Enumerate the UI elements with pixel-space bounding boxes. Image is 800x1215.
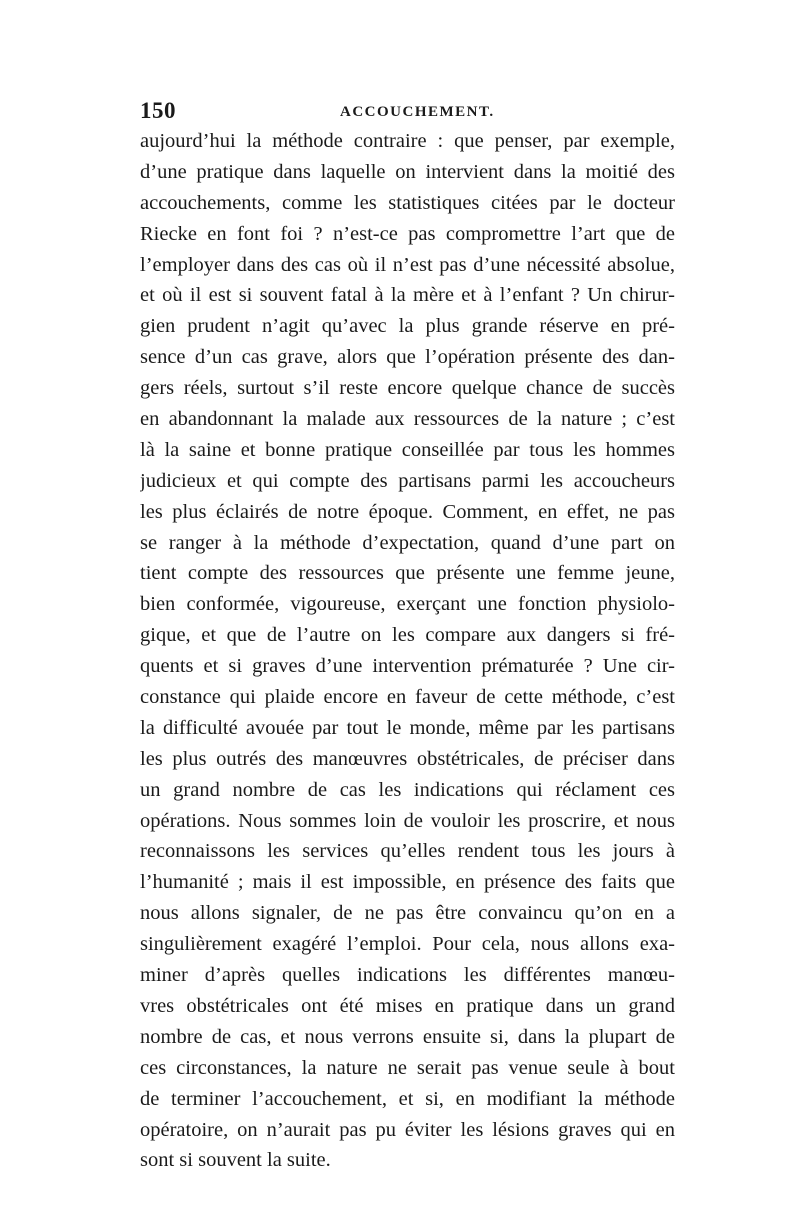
body-text	[140, 126, 675, 1176]
text-line: là la saine et bonne pratique conseillée par tous les hommes	[140, 438, 675, 461]
text-line: se ranger à la méthode d’expectation, quand d’une part on	[140, 531, 675, 554]
text-line: l’employer dans des cas où il n’est pas d’une nécessité absolue,	[140, 253, 675, 276]
text-line: un grand nombre de cas les indications qui réclament ces	[140, 778, 675, 801]
text-line: nous allons signaler, de ne pas être convaincu qu’on en a	[140, 902, 675, 925]
text-line: opératoire, on n’aurait pas pu éviter les lésions graves qui en	[140, 1118, 675, 1141]
text-line: et où il est si souvent fatal à la mère et à l’enfant ? Un chirur-	[140, 284, 675, 307]
text-line: aujourd’hui la méthode contraire : que penser, par exemple,	[140, 130, 675, 152]
running-head	[140, 98, 675, 128]
text-line: gien prudent n’agit qu’avec la plus grande réserve en pré-	[140, 315, 675, 338]
text-line: constance qui plaide encore en faveur de cette méthode, c’est	[140, 686, 675, 709]
text-line: sence d’un cas grave, alors que l’opération présente des dan-	[140, 346, 675, 369]
text-line: Riecke en font foi ? n’est-ce pas compromettre l’art que de	[140, 222, 675, 245]
text-line: les plus outrés des manœuvres obstétricales, de préciser dans	[140, 747, 675, 770]
text-line: d’une pratique dans laquelle on intervient dans la moitié des	[140, 160, 675, 183]
page-number: 150	[140, 98, 176, 123]
text-line: en abandonnant la malade aux ressources de la nature ; c’est	[140, 408, 675, 431]
text-line: accouchements, comme les statistiques citées par le docteur	[140, 191, 675, 214]
text-line: judicieux et qui compte des partisans parmi les accoucheurs	[140, 469, 675, 492]
text-line: ces circonstances, la nature ne serait pas venue seule à bout	[140, 1056, 675, 1079]
text-line: reconnaissons les services qu’elles rendent tous les jours à	[140, 840, 675, 863]
text-line: singulièrement exagéré l’emploi. Pour cela, nous allons exa-	[140, 933, 675, 956]
text-line: miner d’après quelles indications les différentes manœu-	[140, 964, 675, 987]
text-line: sont si souvent la suite.	[140, 1149, 331, 1172]
text-line: les plus éclairés de notre époque. Comment, en effet, ne pas	[140, 500, 675, 523]
text-line: l’humanité ; mais il est impossible, en présence des faits que	[140, 871, 675, 894]
text-line: opérations. Nous sommes loin de vouloir les proscrire, et nous	[140, 809, 675, 832]
text-line: la difficulté avouée par tout le monde, même par les partisans	[140, 716, 675, 739]
running-title: ACCOUCHEMENT.	[340, 104, 495, 120]
text-line: de terminer l’accouchement, et si, en modifiant la méthode	[140, 1087, 675, 1110]
text-line: vres obstétricales ont été mises en pratique dans un grand	[140, 994, 675, 1017]
text-line: tient compte des ressources que présente une femme jeune,	[140, 562, 675, 585]
text-line: gique, et que de l’autre on les compare aux dangers si fré-	[140, 624, 675, 647]
text-line: bien conformée, vigoureuse, exerçant une fonction physiolo-	[140, 593, 675, 616]
text-line: nombre de cas, et nous verrons ensuite si, dans la plupart de	[140, 1025, 675, 1048]
text-line: quents et si graves d’une intervention prématurée ? Une cir-	[140, 655, 675, 678]
text-line: gers réels, surtout s’il reste encore quelque chance de succès	[140, 377, 675, 400]
